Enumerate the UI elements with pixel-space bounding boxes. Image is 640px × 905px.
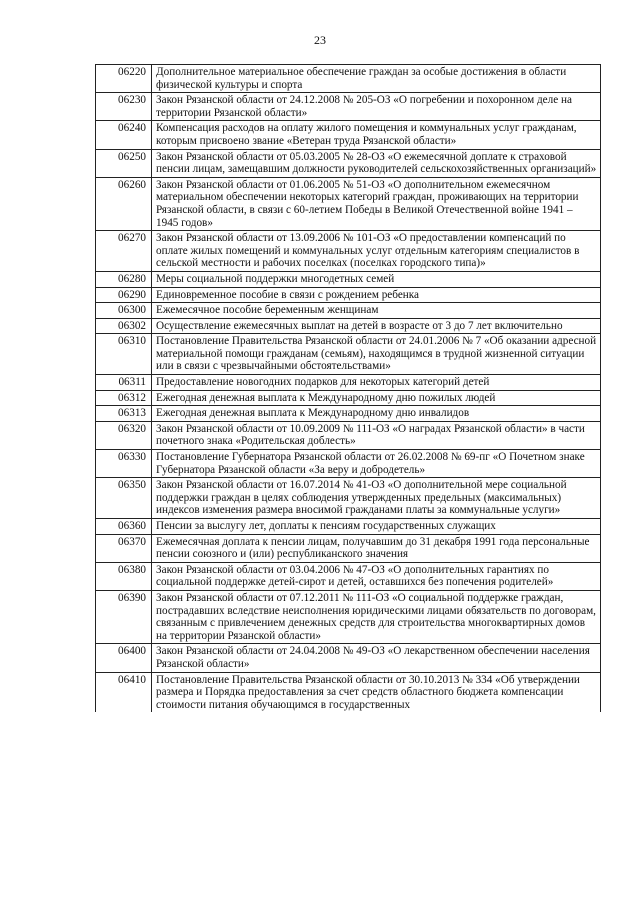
row-description: Ежегодная денежная выплата к Международному дню пожилых людей <box>152 390 601 406</box>
row-description: Закон Рязанской области от 13.09.2006 № 101-ОЗ «О предоставлении компенсаций по оплате жилых помещений и коммунальных услуг отдельным категориям специалистов в сельской местности и рабочих поселках (поселках городского типа)» <box>152 231 601 272</box>
row-code: 06230 <box>96 93 152 121</box>
table-row <box>96 672 601 712</box>
budget-codes-table <box>95 64 601 712</box>
row-code: 06400 <box>96 644 152 672</box>
row-description: Ежемесячное пособие беременным женщинам <box>152 303 601 319</box>
table-row <box>96 390 601 406</box>
table-row <box>96 177 601 230</box>
table-row <box>96 318 601 334</box>
row-code: 06260 <box>96 177 152 230</box>
row-code: 06312 <box>96 390 152 406</box>
table-row <box>96 93 601 121</box>
page-number: 23 <box>314 33 326 47</box>
row-code: 06300 <box>96 303 152 319</box>
row-code: 06302 <box>96 318 152 334</box>
table-row <box>96 271 601 287</box>
row-description: Пенсии за выслугу лет, доплаты к пенсиям государственных служащих <box>152 519 601 535</box>
table-row <box>96 149 601 177</box>
table-row <box>96 65 601 93</box>
row-code: 06370 <box>96 534 152 562</box>
row-description: Ежегодная денежная выплата к Международному дню инвалидов <box>152 406 601 422</box>
row-description: Единовременное пособие в связи с рождением ребенка <box>152 287 601 303</box>
row-code: 06290 <box>96 287 152 303</box>
row-description: Предоставление новогодних подарков для некоторых категорий детей <box>152 375 601 391</box>
row-description: Закон Рязанской области от 07.12.2011 № 111-ОЗ «О социальной поддержке граждан, пострадавших вследствие неисполнения юридическими лицами обязательств по договорам, связанным с привлечением денежных средств для строительства многоквартирных домов на территории Рязанской области» <box>152 590 601 643</box>
table-row <box>96 450 601 478</box>
row-code: 06390 <box>96 590 152 643</box>
table-row <box>96 121 601 149</box>
table-row <box>96 562 601 590</box>
row-description: Закон Рязанской области от 24.04.2008 № 49-ОЗ «О лекарственном обеспечении населения Рязанской области» <box>152 644 601 672</box>
row-description: Компенсация расходов на оплату жилого помещения и коммунальных услуг гражданам, которым присвоено звание «Ветеран труда Рязанской области» <box>152 121 601 149</box>
row-description: Закон Рязанской области от 24.12.2008 № 205-ОЗ «О погребении и похоронном деле на территории Рязанской области» <box>152 93 601 121</box>
row-code: 06311 <box>96 375 152 391</box>
row-code: 06250 <box>96 149 152 177</box>
row-code: 06220 <box>96 65 152 93</box>
table-row <box>96 406 601 422</box>
row-description: Дополнительное материальное обеспечение граждан за особые достижения в области физической культуры и спорта <box>152 65 601 93</box>
row-description: Постановление Правительства Рязанской области от 24.01.2006 № 7 «Об оказании адресной материальной помощи гражданам (семьям), находящимся в трудной жизненной ситуации или в связи с чрезвычайными обстоятельствами» <box>152 334 601 375</box>
row-description: Закон Рязанской области от 05.03.2005 № 28-ОЗ «О ежемесячной доплате к страховой пенсии лицам, замещавшим должности руководителей сельскохозяйственных организаций» <box>152 149 601 177</box>
table-row <box>96 421 601 449</box>
row-description: Закон Рязанской области от 01.06.2005 № 51-ОЗ «О дополнительном ежемесячном материальном обеспечении некоторых категорий граждан, проживающих на территории Рязанской области, в связи с 60-летием Победы в Великой Отечественной войне 1941 – 1945 годов» <box>152 177 601 230</box>
table-row <box>96 519 601 535</box>
row-description: Ежемесячная доплата к пенсии лицам, получавшим до 31 декабря 1991 года персональные пенсии союзного и (или) республиканского значения <box>152 534 601 562</box>
row-description: Меры социальной поддержки многодетных семей <box>152 271 601 287</box>
table-row <box>96 644 601 672</box>
table-row <box>96 478 601 519</box>
table-row <box>96 231 601 272</box>
row-description: Закон Рязанской области от 03.04.2006 № 47-ОЗ «О дополнительных гарантиях по социальной поддержке детей-сирот и детей, оставшихся без попечения родителей» <box>152 562 601 590</box>
row-description: Постановление Правительства Рязанской области от 30.10.2013 № 334 «Об утверждении размера и Порядка предоставления за счет средств областного бюджета компенсации стоимости питания обучающимся в государственных <box>152 672 601 712</box>
table-row <box>96 590 601 643</box>
table-row <box>96 375 601 391</box>
row-code: 06350 <box>96 478 152 519</box>
row-code: 06240 <box>96 121 152 149</box>
row-code: 06380 <box>96 562 152 590</box>
row-code: 06310 <box>96 334 152 375</box>
row-code: 06280 <box>96 271 152 287</box>
table-body <box>96 65 601 713</box>
row-description: Постановление Губернатора Рязанской области от 26.02.2008 № 69-пг «О Почетном знаке Губернатора Рязанской области «За веру и добродетель» <box>152 450 601 478</box>
row-code: 06360 <box>96 519 152 535</box>
row-description: Осуществление ежемесячных выплат на детей в возрасте от 3 до 7 лет включительно <box>152 318 601 334</box>
table-row <box>96 534 601 562</box>
row-code: 06313 <box>96 406 152 422</box>
table-row <box>96 334 601 375</box>
row-code: 06410 <box>96 672 152 712</box>
table-row <box>96 287 601 303</box>
row-code: 06270 <box>96 231 152 272</box>
row-description: Закон Рязанской области от 10.09.2009 № 111-ОЗ «О наградах Рязанской области» в части почетного знака «Родительская доблесть» <box>152 421 601 449</box>
row-code: 06330 <box>96 450 152 478</box>
row-code: 06320 <box>96 421 152 449</box>
row-description: Закон Рязанской области от 16.07.2014 № 41-ОЗ «О дополнительной мере социальной поддержки граждан в целях соблюдения утвержденных предельных (максимальных) индексов изменения размера вносимой гражданами платы за коммунальные услуги» <box>152 478 601 519</box>
table-row <box>96 303 601 319</box>
